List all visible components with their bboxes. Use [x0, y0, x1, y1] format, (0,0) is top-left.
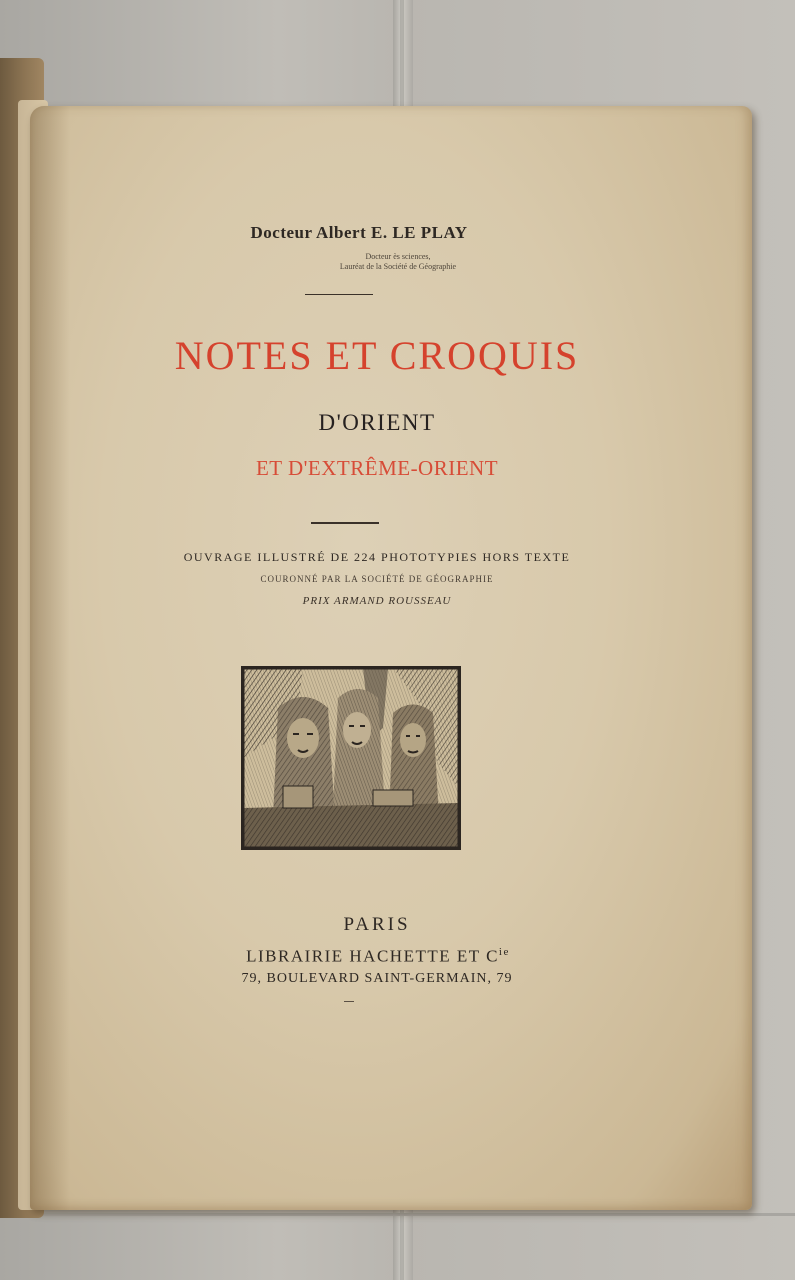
- small-dash: [344, 1001, 354, 1002]
- publisher-name-suffix: ie: [498, 946, 510, 958]
- floor-tile-joint-horizontal: [0, 1213, 795, 1216]
- engraving-illustration: [243, 668, 459, 848]
- book-subtitle-2: ET D'EXTRÊME-ORIENT: [255, 456, 499, 480]
- divider-rule: [311, 522, 379, 524]
- illustration-note: OUVRAGE ILLUSTRÉ DE 224 PHOTOTYPIES HORS TEXTE: [183, 550, 571, 564]
- temple-engraving-image: [241, 666, 461, 850]
- publication-city: PARIS: [343, 914, 411, 935]
- award-note: COURONNÉ PAR LA SOCIÉTÉ DE GÉOGRAPHIE: [260, 574, 494, 584]
- publisher-name-text: LIBRAIRIE HACHETTE ET C: [246, 946, 499, 966]
- author-credential-1: Docteur ès sciences,: [365, 252, 431, 261]
- divider-rule: [305, 294, 373, 295]
- publisher-name: [17, 946, 739, 967]
- prize-note: PRIX ARMAND ROUSSEAU: [302, 595, 452, 607]
- publisher-address: 79, BOULEVARD SAINT-GERMAIN, 79: [241, 971, 513, 986]
- book-subtitle: D'ORIENT: [318, 410, 436, 435]
- author-line: Docteur Albert E. LE PLAY: [250, 223, 468, 242]
- book-title: NOTES ET CROQUIS: [174, 333, 580, 378]
- title-page: [30, 106, 752, 1210]
- author-credential-2: Lauréat de la Société de Géographie: [339, 262, 457, 271]
